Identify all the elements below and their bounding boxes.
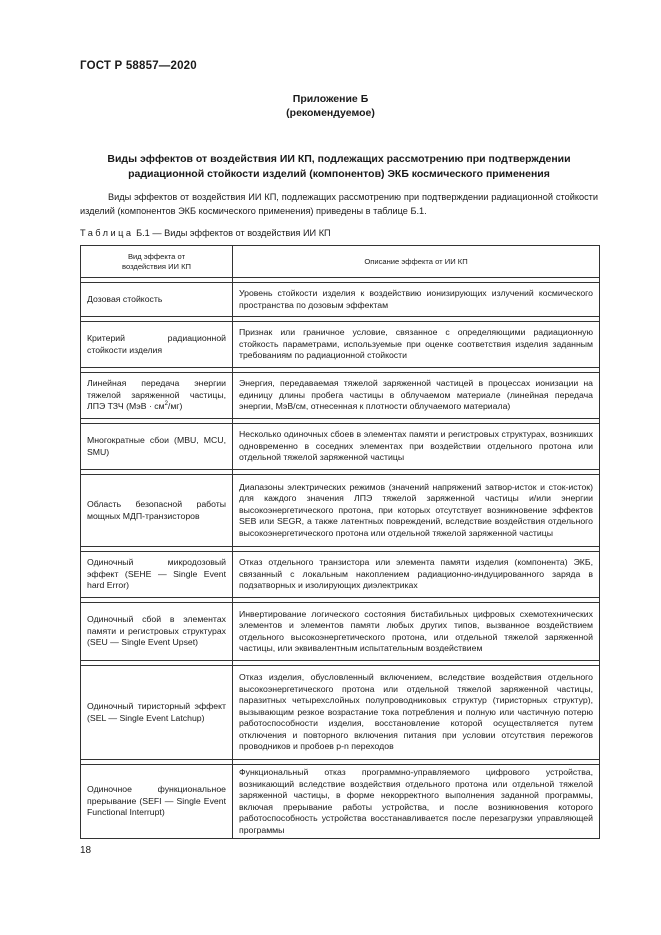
table-caption-word: Таблица bbox=[80, 228, 134, 238]
column-header-effect-line1: Вид эффекта от bbox=[127, 251, 186, 261]
table-row bbox=[81, 373, 600, 419]
table-row bbox=[81, 475, 600, 547]
heading-line-2: радиационной стойкости изделий (компонентов) ЭКБ космического применения bbox=[128, 168, 550, 180]
standard-header: ГОСТ Р 58857—2020 bbox=[80, 60, 197, 72]
effect-description: Отказ изделия, обусловленный включением, вследствие воздействия отдельного высокоэнергетического протона или отдельной тяжелой заряженной частицы, паразитных четырехслойных полупроводниковых структур (тиристорных структур), вызывающим резкое возрастание тока потребления и полную или частичную потерю работоспособности изделия, восстановление которой осуществляется путем отключения и повторного включения питания при условии отсутствия пережогов проводников и пробоев p-n переходов bbox=[233, 666, 600, 760]
table-row bbox=[81, 603, 600, 661]
page-number: 18 bbox=[80, 845, 92, 856]
effect-name: Критерий радиационной стойкости изделия bbox=[81, 322, 233, 368]
table-row bbox=[81, 552, 600, 598]
table-caption bbox=[80, 227, 331, 239]
effect-description: Признак или граничное условие, связанное с определяющими радиационную стойкость параметрами, используемые при оценке соответствия изделия заданным требованиям по радиационной стойкости bbox=[233, 322, 600, 368]
table-caption-text: Б.1 — Виды эффектов от воздействия ИИ КП bbox=[133, 228, 331, 238]
intro-paragraph: Виды эффектов от воздействия ИИ КП, подлежащих рассмотрению при подтверждении радиационной стойкости изделий (компонентов ЭКБ космического применения) приведены в таблице Б.1. bbox=[80, 192, 598, 216]
effects-table-wrapper bbox=[80, 245, 599, 839]
effects-table bbox=[80, 245, 600, 839]
appendix-subtitle: (рекомендуемое) bbox=[286, 107, 375, 119]
superscript-two: 2 bbox=[164, 401, 168, 408]
effect-name-part1: Линейная передача энергии тяжелой заряженной частицы, ЛПЭ ТЗЧ (МэВ · см bbox=[87, 378, 226, 412]
effect-name: Одиночный микродозовый эффект (SEHE — Single Event hard Error) bbox=[81, 552, 233, 598]
heading-line-1: Виды эффектов от воздействия ИИ КП, подлежащих рассмотрению при подтверждении bbox=[107, 153, 571, 165]
column-header-effect-line2: воздействия ИИ КП bbox=[122, 261, 191, 271]
effect-name-part2: /мг) bbox=[167, 401, 183, 412]
effect-name bbox=[81, 373, 233, 419]
effect-name: Дозовая стойкость bbox=[81, 283, 233, 317]
section-heading bbox=[80, 152, 598, 182]
effect-description: Уровень стойкости изделия к воздействию ионизирующих излучений космического пространства по дозовым эффектам bbox=[233, 283, 600, 317]
effect-name: Одиночный тиристорный эффект (SEL — Single Event Latchup) bbox=[81, 666, 233, 760]
effect-description: Функциональный отказ программно-управляемого цифрового устройства, возникающий вследствие воздействия отдельного протона или отдельной тяжелой заряженной частицы, в форме некорректного выполнения заданной программы, включая прерывание работы устройства, и после возникновения которого работоспособность устройства восстанавливается после перезагрузки управляющей программы bbox=[233, 765, 600, 839]
table-row bbox=[81, 283, 600, 317]
column-header-description: Описание эффекта от ИИ КП bbox=[233, 246, 600, 278]
table-header-row bbox=[81, 246, 600, 278]
effect-name: Многократные сбои (MBU, MCU, SMU) bbox=[81, 424, 233, 470]
appendix-title: Приложение Б bbox=[292, 93, 369, 105]
table-row bbox=[81, 424, 600, 470]
effect-description: Энергия, передаваемая тяжелой заряженной частицей в процессах ионизации на единицу длины пробега частицы в облучаемом материале (линейная передача энергии, МэВ/см, отнесенная к плотности облучаемого материала) bbox=[233, 373, 600, 419]
table-row bbox=[81, 322, 600, 368]
effect-description: Отказ отдельного транзистора или элемента памяти изделия (компонента) ЭКБ, связанный с локальным накоплением радиационно-индуцированного заряда в подзатворных и изолирующих диэлектриках bbox=[233, 552, 600, 598]
table-row bbox=[81, 765, 600, 839]
effect-description: Диапазоны электрических режимов (значений напряжений затвор-исток и сток-исток) для каждого значения ЛПЭ тяжелой заряженной частицы и/или энергии высокоэнергетического протона, при которых отсутствует возникновение эффектов SEB или SEGR, а также латентных повреждений, вследствие воздействия отдельного высокоэнергетического протона или отдельной тяжелой заряженной частицы bbox=[233, 475, 600, 547]
effect-name: Одиночный сбой в элементах памяти и регистровых структурах (SEU — Single Event Upset) bbox=[81, 603, 233, 661]
effect-description: Несколько одиночных сбоев в элементах памяти и регистровых структурах, возникших одновременно в соседних элементах при воздействии отдельного протона или отдельной тяжелой заряженной частицы bbox=[233, 424, 600, 470]
column-header-effect bbox=[81, 246, 233, 278]
appendix-block bbox=[0, 92, 661, 120]
effect-description: Инвертирование логического состояния бистабильных цифровых схемотехнических элементов и элементов памяти любых других типов, вызванное воздействием отдельного высокоэнергетического протона, или отдельной тяжелой заряженной частицы, или эквивалентным испытательным воздействием bbox=[233, 603, 600, 661]
effect-name: Область безопасной работы мощных МДП-транзисторов bbox=[81, 475, 233, 547]
effect-name: Одиночное функциональное прерывание (SEFI — Single Event Functional Interrupt) bbox=[81, 765, 233, 839]
table-row bbox=[81, 666, 600, 760]
